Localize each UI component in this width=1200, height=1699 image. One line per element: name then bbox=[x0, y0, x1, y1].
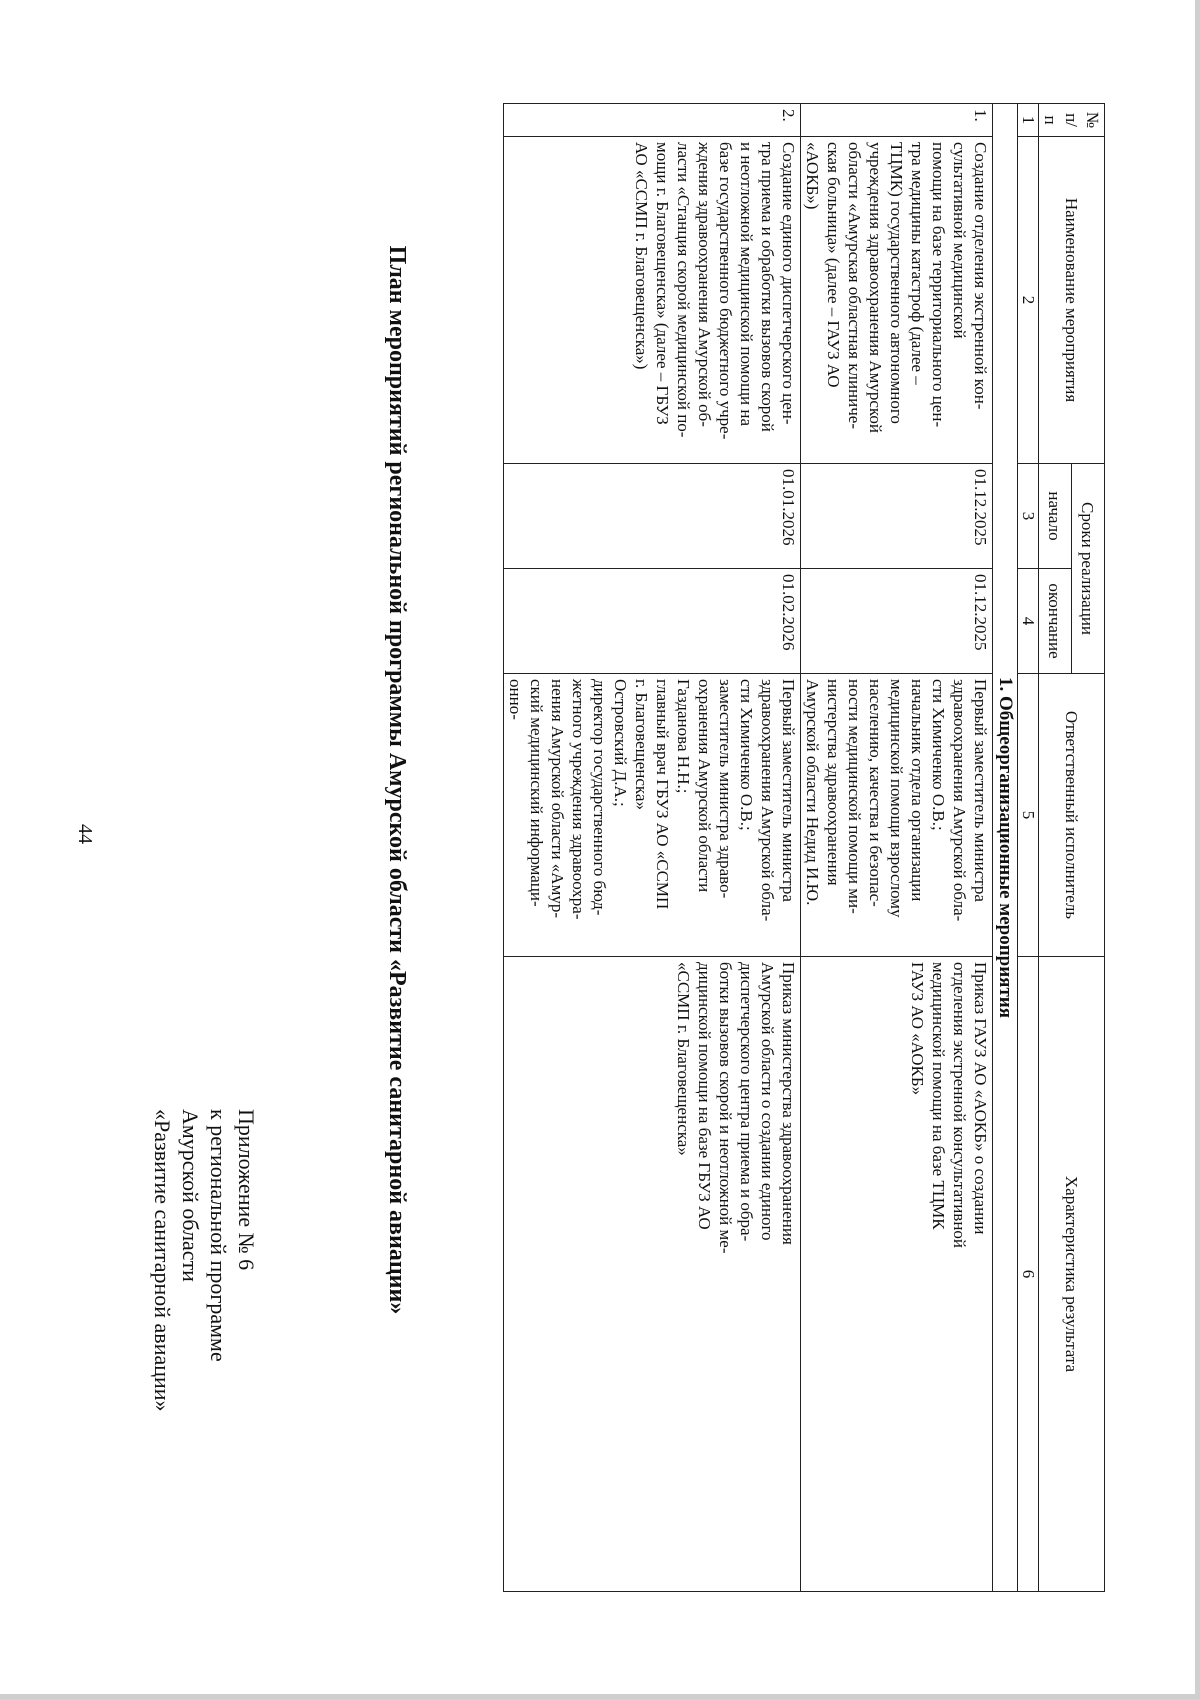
appendix-line-1: Приложение № 6 bbox=[234, 1109, 259, 1271]
header-end: окончание bbox=[1039, 569, 1072, 674]
column-number: 3 bbox=[1018, 464, 1039, 569]
page-number: 44 bbox=[74, 824, 96, 844]
appendix-note bbox=[148, 1109, 260, 1412]
result-description: Приказ ГАУЗ АО «АОКБ» о создании отделения экстренной консультативной медицинской помощи на базе ТЦМК ГАУЗ АО «АОКБ» bbox=[801, 957, 993, 1592]
result-description: Приказ министерства здравоохранения Амурской области о создании единого диспетчерского центра приема и обра- ботки вызовов скорой и неотложной ме- дицинской помощи на базе ГБУЗ АО «ССМП г. Благовещенска» bbox=[504, 957, 801, 1592]
column-number: 4 bbox=[1018, 569, 1039, 674]
column-number: 1 bbox=[1018, 104, 1039, 137]
section-title: 1. Общеорганизационные мероприятия bbox=[993, 104, 1018, 1592]
header-start: начало bbox=[1039, 464, 1072, 569]
column-number: 2 bbox=[1018, 137, 1039, 464]
end-date: 01.12.2025 bbox=[801, 569, 993, 674]
table-row bbox=[504, 104, 801, 1592]
column-number: 5 bbox=[1018, 674, 1039, 957]
scan-edge-bottom bbox=[0, 1694, 1200, 1699]
plan-table bbox=[503, 103, 1105, 1592]
header-result: Характеристика результата bbox=[1039, 957, 1105, 1592]
activity-name: Создание единого диспетчерского цен- тра приема и обработки вызовов скорой и неотложной медицинской помощи на базе государственного бюджетного учре- ждения здравоохранения Амурской об- ласти «Станция скорой медицинской по- мощи г. Благовещенска» (далее – ГБУЗ АО «ССМП г. Благовещенска») bbox=[504, 137, 801, 464]
appendix-line-4: «Развитие санитарной авиации» bbox=[150, 1109, 175, 1412]
start-date: 01.12.2025 bbox=[801, 464, 993, 569]
header-num: № п/п bbox=[1039, 104, 1105, 137]
header-row bbox=[1072, 104, 1105, 1592]
row-number: 2. bbox=[504, 104, 801, 137]
responsible-person: Первый заместитель министра здравоохранения Амурской обла- сти Химиченко О.В.; начальник отдела организации медицинской помощи взрослому населению, качества и безопас- ности медицинской помощи ми- нистерства здравоохранения Амурской области Недид И.Ю. bbox=[801, 674, 993, 957]
column-number: 6 bbox=[1018, 957, 1039, 1592]
end-date: 01.02.2026 bbox=[504, 569, 801, 674]
header-responsible: Ответственный исполнитель bbox=[1039, 674, 1105, 957]
start-date: 01.01.2026 bbox=[504, 464, 801, 569]
document-title: План мероприятий региональной программы Амурской области «Развитие санитарной авиации» bbox=[384, 245, 410, 1315]
section-row bbox=[993, 104, 1018, 1592]
header-name: Наименование мероприятия bbox=[1039, 137, 1105, 464]
column-number-row bbox=[1018, 104, 1039, 1592]
appendix-line-2: к региональной программе bbox=[206, 1109, 231, 1362]
header-period: Сроки реализации bbox=[1072, 464, 1105, 674]
activity-name: Создание отделения экстренной кон- сультативной медицинской помощи на базе территориального цен- тра медицины катастроф (далее – ТЦМК) государственного автономного учреждения здравоохранения Амурской области «Амурская областная клиниче- ская больница» (далее – ГАУЗ АО «АОКБ») bbox=[801, 137, 993, 464]
scan-edge-right bbox=[1195, 0, 1200, 1699]
row-number: 1. bbox=[801, 104, 993, 137]
table-row bbox=[801, 104, 993, 1592]
appendix-line-3: Амурской области bbox=[178, 1109, 203, 1282]
responsible-person: Первый заместитель министра здравоохранения Амурской обла- сти Химиченко О.В.; заместитель министра здраво- охранения Амурской области Газданова Н.Н.; главный врач ГБУЗ АО «ССМП г. Благовещенска» Островский Д.А.; директор государственного бюд- жетного учреждения здравоохра- нения Амурской области «Амур- ский медицинский информаци- онно- bbox=[504, 674, 801, 957]
